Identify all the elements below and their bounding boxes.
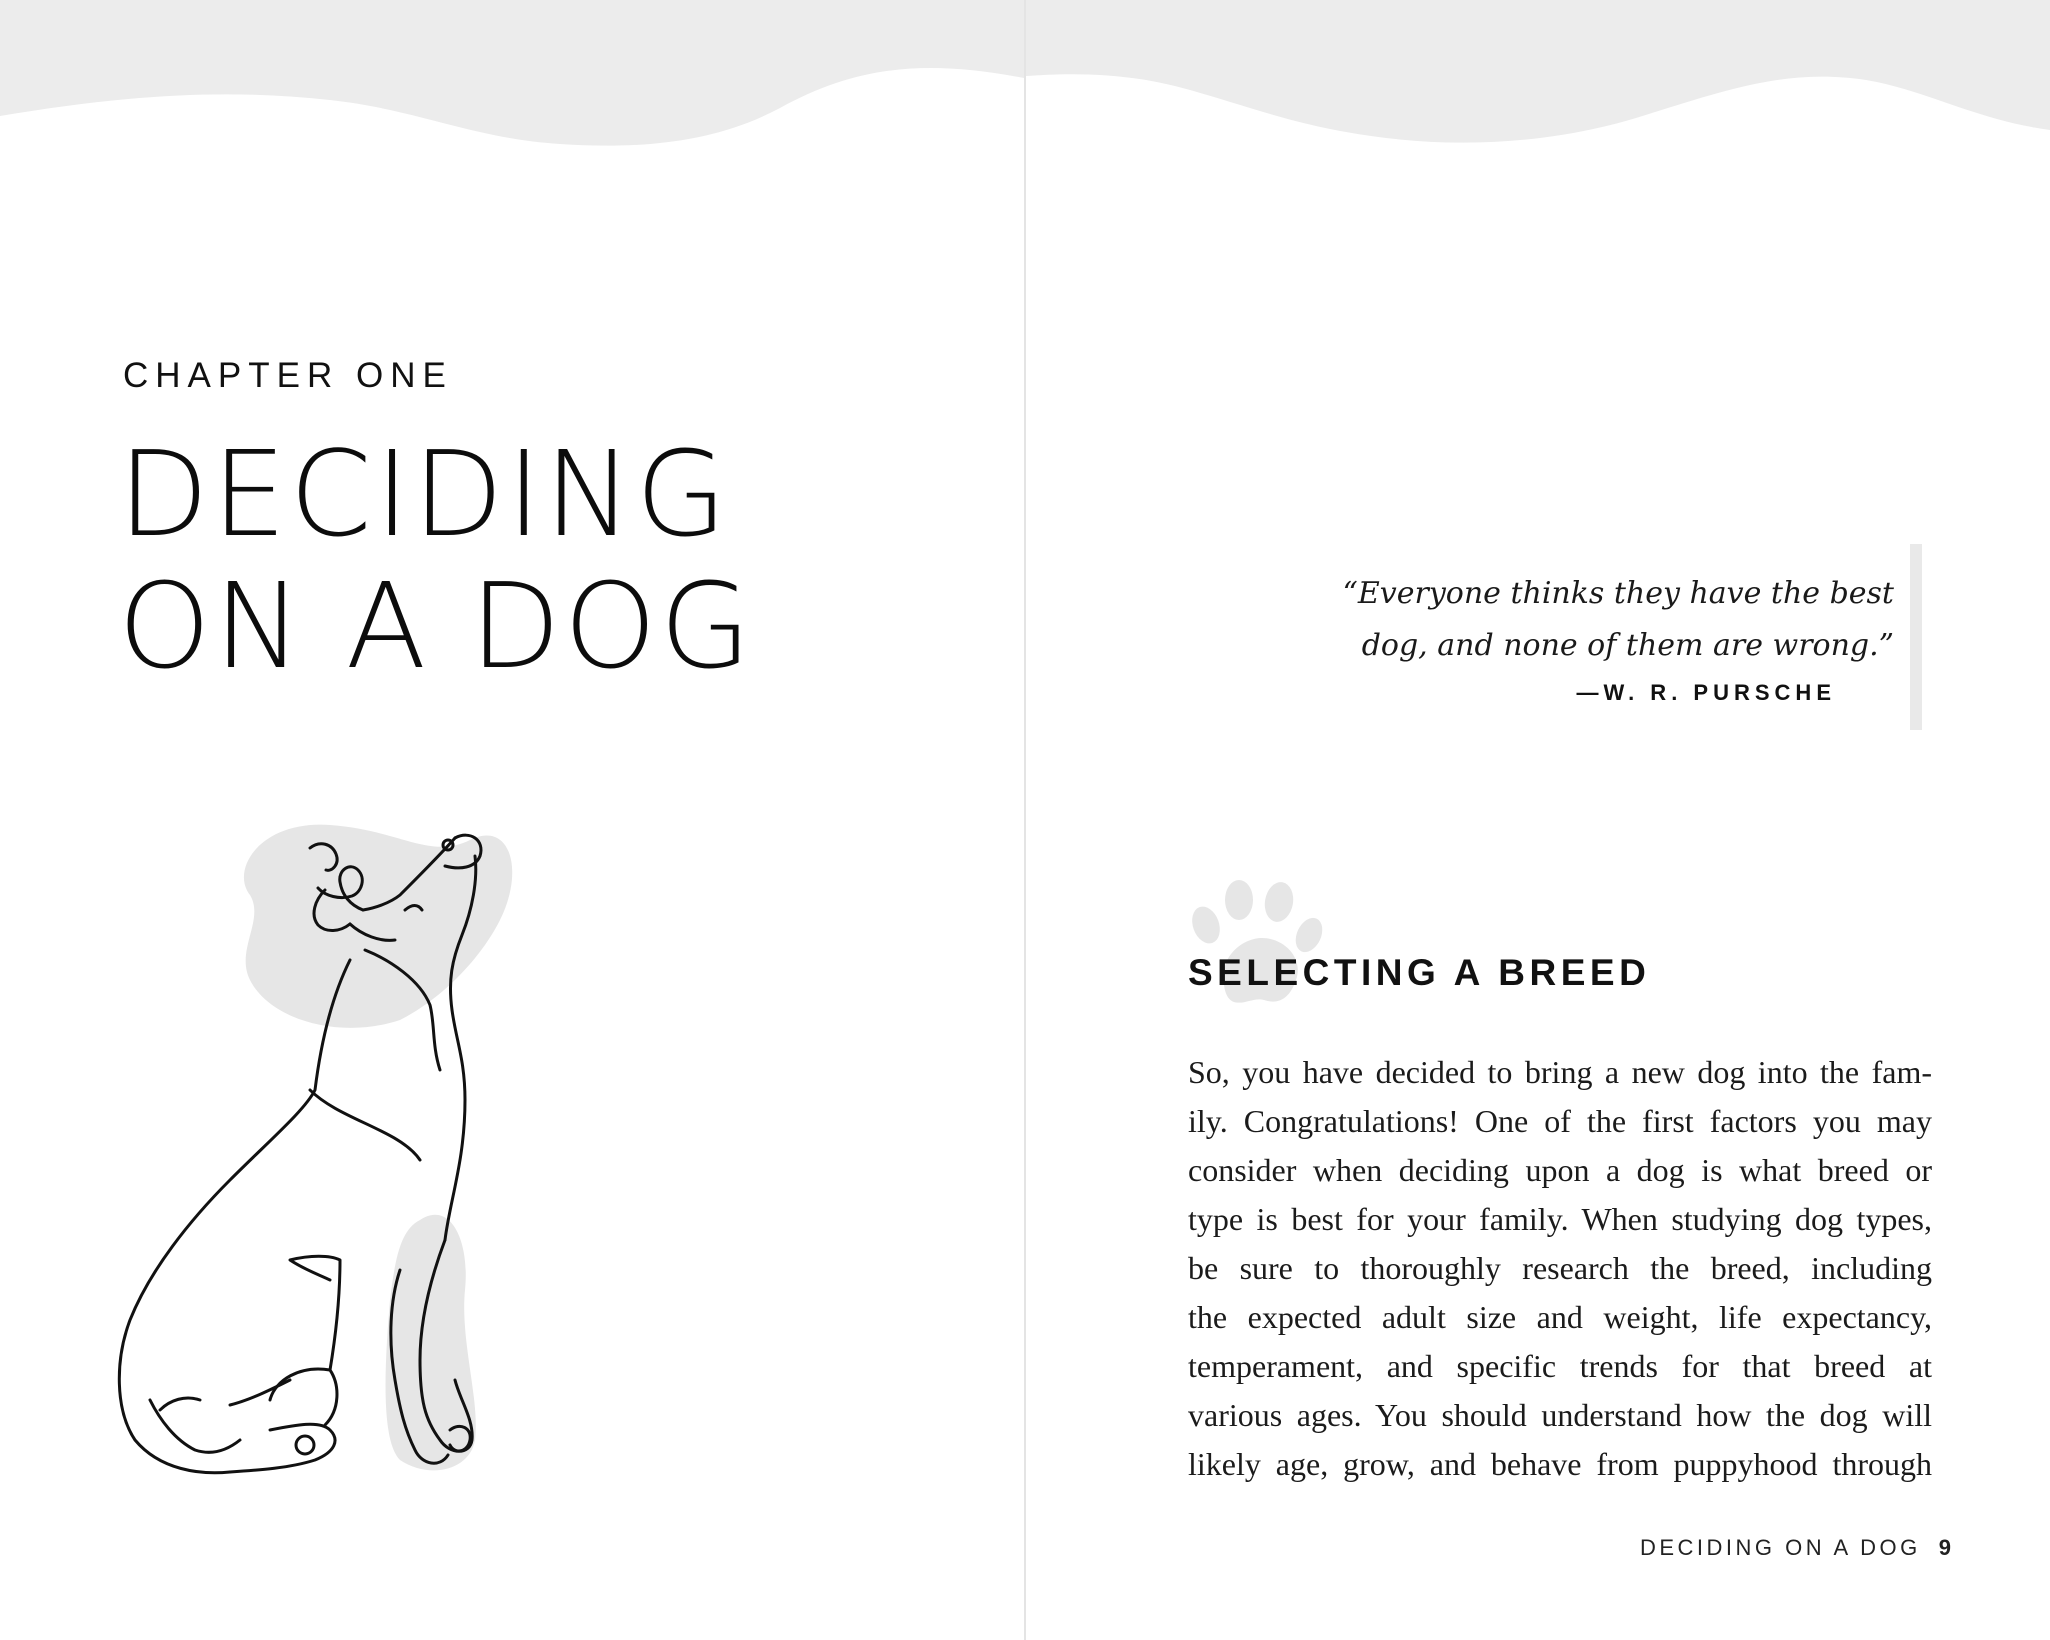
chapter-label: CHAPTER ONE <box>123 356 453 395</box>
body-line: likely age, grow, and behave from puppyhood through <box>1188 1446 1932 1482</box>
top-wave-decoration <box>0 0 1024 160</box>
body-line: various ages. You should understand how the dog will <box>1188 1397 1932 1433</box>
body-line: So, you have decided to bring a new dog into the fam- <box>1188 1054 1932 1090</box>
section-heading: SELECTING A BREED <box>1188 952 1651 993</box>
body-line: consider when deciding upon a dog is what breed or <box>1188 1152 1932 1188</box>
epigraph-rule <box>1910 544 1922 730</box>
dog-line-drawing-icon <box>100 800 560 1500</box>
epigraph <box>1334 568 1894 706</box>
epigraph-line-1: “Everyone thinks they have the best <box>1342 576 1894 611</box>
paw-print-icon <box>1184 880 1334 1020</box>
body-line: the expected adult size and weight, life expectancy, <box>1188 1299 1932 1335</box>
body-line: type is best for your family. When studying dog types, <box>1188 1201 1932 1237</box>
chapter-title <box>118 425 755 695</box>
body-line: temperament, and specific trends for that breed at <box>1188 1348 1932 1384</box>
running-footer <box>1640 1535 1951 1561</box>
epigraph-quote <box>1334 568 1894 672</box>
chapter-title-line-1: DECIDING <box>118 425 730 563</box>
body-text <box>1188 1048 1932 1489</box>
top-wave-decoration <box>1026 0 2050 160</box>
epigraph-line-2: dog, and none of them are wrong.” <box>1361 628 1894 663</box>
page-number: 9 <box>1938 1535 1951 1560</box>
left-page <box>0 0 1024 1640</box>
running-head: DECIDING ON A DOG <box>1639 1535 1921 1560</box>
body-line: ily. Congratulations! One of the first factors you may <box>1188 1103 1932 1139</box>
chapter-title-line-2: ON A DOG <box>118 557 755 695</box>
epigraph-author: —W. R. PURSCHE <box>1576 680 1836 705</box>
right-page <box>1026 0 2050 1640</box>
body-line: be sure to thoroughly research the breed, including <box>1188 1250 1932 1286</box>
